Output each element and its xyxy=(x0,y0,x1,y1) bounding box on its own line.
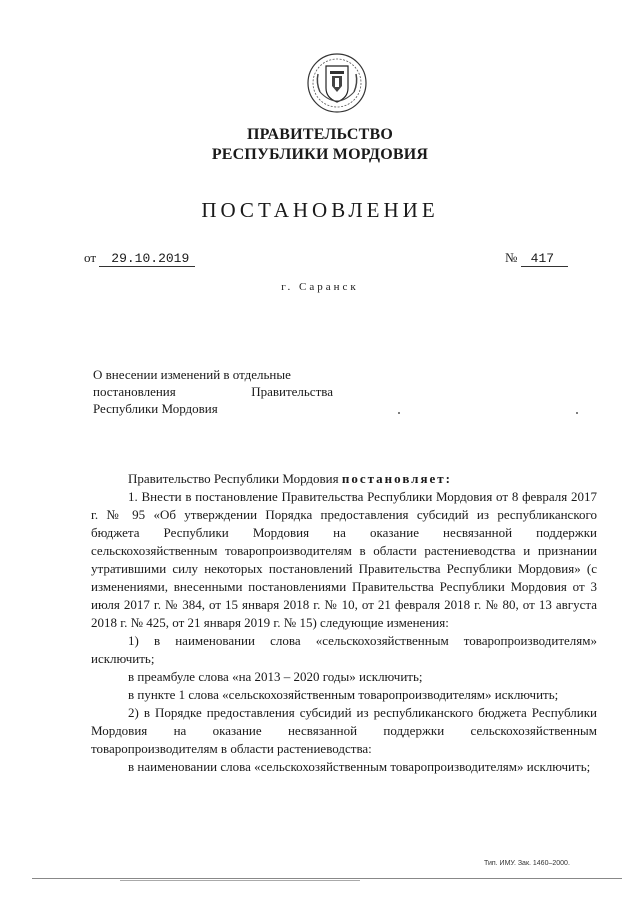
scan-speck xyxy=(576,412,578,414)
subject-line1: О внесении изменений в отдельные xyxy=(93,367,291,382)
body-paragraph: в преамбуле слова «на 2013 – 2020 годы» исключить; xyxy=(128,669,423,684)
document-body xyxy=(91,470,597,776)
document-number xyxy=(505,250,568,267)
subject-line2-part2: Правительства xyxy=(251,384,333,399)
print-info: Тип. ИМУ. Зак. 1460–2000. xyxy=(484,860,570,867)
bottom-rule-secondary xyxy=(120,880,360,881)
document-type-title: ПОСТАНОВЛЕНИЕ xyxy=(201,198,439,222)
coat-of-arms-emblem-icon xyxy=(306,52,368,114)
subject-line2-part1: постановления xyxy=(93,384,176,399)
scan-speck xyxy=(398,412,400,414)
document-subject xyxy=(93,366,333,417)
subject-line2 xyxy=(93,383,333,400)
body-paragraph: 1. Внести в постановление Правительства Республики Мордовия от 8 февраля 2017 г. № 95 «Об утверждении Порядка предоставления субсидий из республиканского бюджета Республики Мордовия на оказание несвязанной поддержки сельскохозяйственным товаропроизводителям в области растениеводства и признании утратившими силу некоторых постановлений Правительства Республики Мордовия» (с изменениями, внесенными постановлениями Правительства Республики Мордовия от 3 июля 2017 г. № 384, от 15 января 2018 г. № 10, от 21 февраля 2018 г. № 80, от 13 августа 2018 г. № 425, от 21 января 2019 г. № 15) следующие изменения: xyxy=(91,489,597,630)
subject-line3: Республики Мордовия xyxy=(93,401,218,416)
intro-text: Правительство Республики Мордовия xyxy=(128,471,339,486)
body-paragraph: в наименовании слова «сельскохозяйственным товаропроизводителям» исключить; xyxy=(128,759,591,774)
body-paragraph: 2) в Порядке предоставления субсидий из республиканского бюджета Республики Мордовия на оказание несвязанной поддержки сельскохозяйственным товаропроизводителям в области растениеводства: xyxy=(91,705,597,756)
date-value: 29.10.2019 xyxy=(99,251,195,267)
city-label: г. Саранск xyxy=(281,281,359,293)
bottom-rule xyxy=(32,878,622,879)
government-title-line2: РЕСПУБЛИКИ МОРДОВИЯ xyxy=(211,146,429,163)
document-date xyxy=(84,250,195,267)
body-paragraph: в пункте 1 слова «сельскохозяйственным товаропроизводителям» исключить; xyxy=(128,687,559,702)
intro-keyword: постановляет: xyxy=(341,471,452,486)
date-prefix: от xyxy=(84,250,97,265)
number-value: 417 xyxy=(521,251,568,267)
number-prefix: № xyxy=(505,250,518,265)
body-intro xyxy=(91,470,597,488)
government-title-line1: ПРАВИТЕЛЬСТВО xyxy=(246,126,394,143)
body-paragraph: 1) в наименовании слова «сельскохозяйственным товаропроизводителям» исключить; xyxy=(91,633,597,666)
